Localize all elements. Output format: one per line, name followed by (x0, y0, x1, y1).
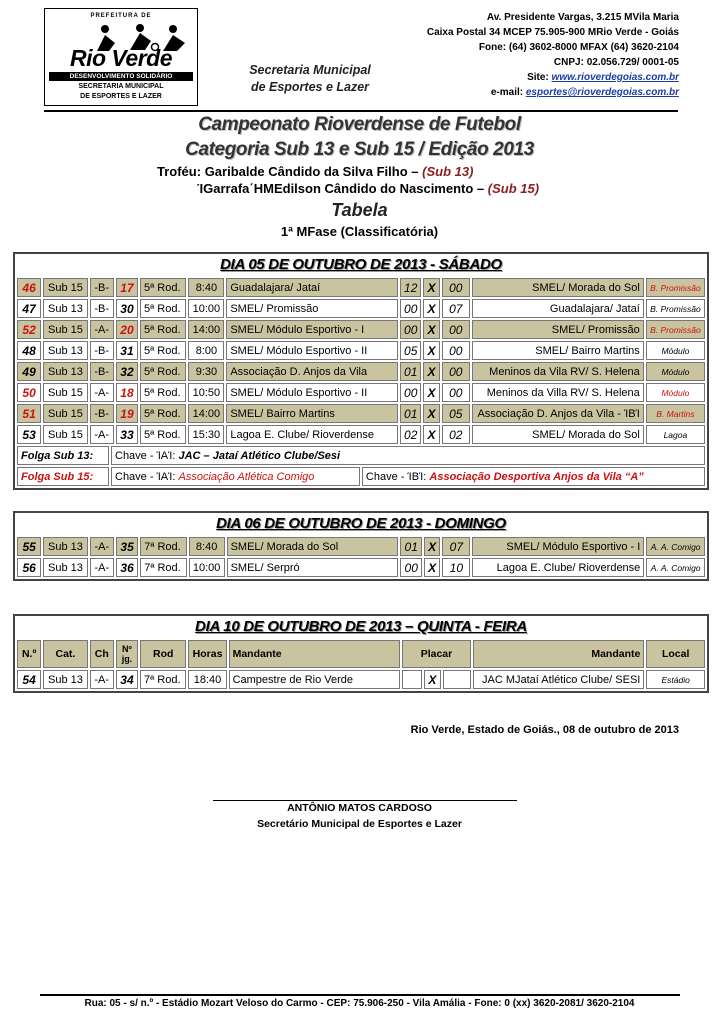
home-score: 01 (400, 404, 422, 423)
round: 5ª Rod. (140, 362, 186, 381)
day3-box (13, 614, 709, 693)
home-team: Guadalajara/ Jataí (226, 278, 398, 297)
table-row (17, 558, 705, 577)
score-x: X (423, 404, 439, 423)
category: Sub 13 (43, 558, 87, 577)
tabela-title: Tabela (331, 200, 388, 220)
logo (44, 8, 198, 106)
away-team: Associação D. Anjos da Vila - ΊBΊ (472, 404, 644, 423)
trofeu2-name: ΊGarrafa΄HMEdilson Cândido do Nascimento – (197, 181, 485, 196)
venue: B. Martins (646, 404, 705, 423)
logo-name: Rio Verde (69, 45, 172, 71)
match-number: 19 (116, 404, 138, 423)
category: Sub 15 (43, 425, 87, 444)
phone: Fone: (64) 3602-8000 MFAX (64) 3620-2104 (478, 42, 679, 53)
championship-title: Campeonato Rioverdense de Futebol (198, 114, 521, 135)
round: 5ª Rod. (140, 383, 186, 402)
match-number: 20 (116, 320, 138, 339)
logo-line2: DE ESPORTES E LAZER (80, 93, 162, 100)
home-team: Associação D. Anjos da Vila (226, 362, 398, 381)
round: 5ª Rod. (140, 320, 186, 339)
away-team: SMEL/ Bairro Martins (472, 341, 644, 360)
day1-folga (15, 444, 707, 467)
table-row (17, 537, 705, 556)
day2-box (13, 511, 709, 581)
game-number: 53 (17, 425, 41, 444)
secretaria-line1: Secretaria Municipal (249, 63, 371, 77)
logo-prefeitura: PREFEITURA DE (90, 13, 152, 19)
chave: -B- (90, 341, 114, 360)
home-score: 01 (400, 362, 422, 381)
folga15-label: Folga Sub 15: (17, 467, 109, 486)
away-score: 00 (442, 278, 470, 297)
day1-folga15 (15, 465, 707, 488)
col-local: Local (646, 640, 705, 668)
chave: -B- (90, 404, 114, 423)
caixa-postal: Caixa Postal 34 MCEP 75.905-900 MRio Verde - Goiás (426, 27, 679, 38)
table-row (17, 404, 705, 423)
table-row (17, 278, 705, 297)
score-x: X (423, 320, 439, 339)
venue: A. A. Comigo (646, 537, 705, 556)
home-score: 02 (400, 425, 422, 444)
away-score: 00 (442, 383, 470, 402)
home-team: Lagoa E. Clube/ Rioverdense (226, 425, 398, 444)
game-number: 49 (17, 362, 41, 381)
round: 7ª Rod. (140, 558, 186, 577)
footer-address: Rua: 05 - s/ n.º - Estádio Mozart Veloso do Carmo - CEP: 75.906-250 - Vila Amália - Fone: 0 (xx) 3620-2081/ 3620-2104 (84, 998, 635, 1009)
time: 10:00 (188, 299, 224, 318)
home-team: SMEL/ Promissão (226, 299, 398, 318)
chave: -A- (90, 425, 114, 444)
col-placar: Placar (402, 640, 471, 668)
trofeu-line1 (157, 164, 473, 179)
email-link[interactable]: esportes@rioverdegoias.com.br (525, 87, 679, 98)
folga13-label: Folga Sub 13: (17, 446, 109, 465)
match-number: 31 (116, 341, 138, 360)
folga13-detail (111, 446, 705, 465)
time: 14:00 (188, 404, 224, 423)
email-line (349, 85, 679, 100)
time: 15:30 (188, 425, 224, 444)
cnpj: CNPJ: 02.056.729/ 0001-05 (553, 57, 679, 68)
category: Sub 13 (43, 362, 87, 381)
home-team: SMEL/ Serpró (227, 558, 399, 577)
day1-table (15, 276, 707, 446)
away-team: Meninos da Villa RV/ S. Helena (472, 383, 644, 402)
home-team: SMEL/ Módulo Esportivo - II (226, 341, 398, 360)
contact-block (349, 10, 679, 100)
match-number: 36 (116, 558, 138, 577)
folga15-chave-b: Chave - ΊBΊ: (365, 470, 427, 483)
fase-title: 1ª MFase (Classificatória) (280, 224, 439, 239)
folga15-chave-a: Chave - ΊAΊ: (115, 470, 176, 483)
away-score: 00 (442, 341, 470, 360)
round: 7ª Rod. (140, 670, 186, 689)
score-x: X (424, 537, 440, 556)
score-x: X (423, 425, 439, 444)
away-score: 07 (442, 537, 470, 556)
category: Sub 15 (43, 383, 87, 402)
chave: -B- (90, 278, 114, 297)
site-link[interactable]: www.rioverdegoias.com.br (551, 72, 679, 83)
site-line (349, 70, 679, 85)
game-number: 51 (17, 404, 41, 423)
col-n: N.º (17, 640, 41, 668)
folga13-chave: Chave - ΊAΊ: (115, 449, 176, 462)
signer-name: ANTÔNIO MATOS CARDOSO (287, 802, 432, 814)
signature-line (213, 800, 517, 801)
home-score: 12 (400, 278, 422, 297)
round: 5ª Rod. (140, 404, 186, 423)
header-divider (44, 110, 678, 112)
game-number: 50 (17, 383, 41, 402)
away-team: JAC MJataí Atlético Clube/ SESI (473, 670, 645, 689)
category: Sub 13 (43, 341, 87, 360)
table-row (17, 670, 705, 689)
time: 8:40 (189, 537, 225, 556)
home-score: 00 (400, 320, 422, 339)
trofeu1-name: Garibalde Cândido da Silva Filho – (204, 164, 419, 179)
table-row (17, 320, 705, 339)
day3-title: DIA 10 DE OUTUBRO DE 2013 – QUINTA - FEIRA (195, 618, 527, 635)
home-score: 00 (400, 299, 422, 318)
day3-header-row (17, 640, 705, 668)
away-score (443, 670, 471, 689)
score-x: X (424, 670, 440, 689)
away-team: Meninos da Vila RV/ S. Helena (472, 362, 644, 381)
signer-role: Secretário Municipal de Esportes e Lazer (257, 818, 462, 830)
time: 18:40 (188, 670, 226, 689)
away-score: 00 (442, 362, 470, 381)
address: Av. Presidente Vargas, 3.215 MVila Maria (486, 12, 679, 23)
game-number: 54 (17, 670, 41, 689)
score-x: X (423, 362, 439, 381)
day2-title: DIA 06 DE OUTUBRO DE 2013 - DOMINGO (216, 515, 506, 532)
table-row (17, 362, 705, 381)
away-score: 02 (442, 425, 470, 444)
game-number: 55 (17, 537, 41, 556)
category: Sub 13 (43, 537, 87, 556)
away-score: 10 (442, 558, 470, 577)
closing-date: Rio Verde, Estado de Goiás., 08 de outubro de 2013 (410, 724, 679, 736)
match-number: 33 (116, 425, 138, 444)
day2-table (15, 535, 707, 579)
game-number: 48 (17, 341, 41, 360)
day3-table (15, 638, 707, 691)
home-score: 00 (400, 383, 422, 402)
col-hora: Horas (188, 640, 226, 668)
time: 10:50 (188, 383, 224, 402)
round: 5ª Rod. (140, 299, 186, 318)
match-number: 34 (116, 670, 138, 689)
category: Sub 15 (43, 320, 87, 339)
home-team: Campestre de Rio Verde (229, 670, 401, 689)
match-number: 30 (116, 299, 138, 318)
folga15-detail-a (111, 467, 360, 486)
match-number: 32 (116, 362, 138, 381)
chave: -A- (90, 670, 114, 689)
chave: -A- (90, 537, 114, 556)
folga15-team-a: Associação Atlética Comigo (178, 470, 315, 483)
home-score: 01 (400, 537, 422, 556)
score-x: X (424, 558, 440, 577)
trofeu2-sub: (Sub 15) (487, 181, 540, 196)
folga13-team: JAC – Jataí Atlético Clube/Sesi (178, 449, 341, 462)
email-label: e-mail: (490, 87, 524, 98)
away-team: SMEL/ Módulo Esportivo - I (472, 537, 644, 556)
home-score: 05 (400, 341, 422, 360)
table-row (17, 425, 705, 444)
game-number: 56 (17, 558, 41, 577)
home-team: SMEL/ Módulo Esportivo - I (226, 320, 398, 339)
home-score (402, 670, 422, 689)
site-label: Site: (527, 72, 549, 83)
round: 7ª Rod. (140, 537, 186, 556)
chave: -A- (90, 383, 114, 402)
match-number: 17 (116, 278, 138, 297)
game-number: 52 (17, 320, 41, 339)
away-team: SMEL/ Morada do Sol (472, 278, 644, 297)
time: 10:00 (189, 558, 225, 577)
home-team: SMEL/ Morada do Sol (227, 537, 399, 556)
col-jg: Nº jg. (116, 640, 138, 668)
category-title: Categoria Sub 13 e Sub 15 / Edição 2013 (185, 139, 534, 160)
table-row (17, 341, 705, 360)
venue: Módulo (646, 341, 705, 360)
home-team: SMEL/ Módulo Esportivo - II (226, 383, 398, 402)
chave: -B- (90, 299, 114, 318)
game-number: 47 (17, 299, 41, 318)
footer-divider (40, 994, 680, 996)
col-ch: Ch (90, 640, 114, 668)
home-score: 00 (400, 558, 422, 577)
col-cat: Cat. (43, 640, 87, 668)
venue: B. Promissão (646, 278, 705, 297)
category: Sub 13 (43, 670, 87, 689)
away-team: SMEL/ Promissão (472, 320, 644, 339)
logo-line1: SECRETARIA MUNICIPAL (78, 83, 164, 90)
time: 8:40 (188, 278, 224, 297)
category: Sub 15 (43, 278, 87, 297)
away-score: 00 (442, 320, 470, 339)
col-visitante: Mandante (473, 640, 645, 668)
venue: Módulo (646, 383, 705, 402)
logo-band: DESENVOLVIMENTO SOLIDÁRIO (49, 72, 193, 81)
folga15-detail-b (362, 467, 705, 486)
category: Sub 15 (43, 404, 87, 423)
score-x: X (423, 278, 439, 297)
time: 9:30 (188, 362, 224, 381)
time: 14:00 (188, 320, 224, 339)
score-x: X (423, 383, 439, 402)
col-mandante: Mandante (229, 640, 401, 668)
round: 5ª Rod. (140, 425, 186, 444)
col-rod: Rod (140, 640, 186, 668)
table-row (17, 383, 705, 402)
chave: -A- (90, 558, 114, 577)
away-team: Guadalajara/ Jataí (472, 299, 644, 318)
folga15-team-b: Associação Desportiva Anjos da Vila “A” (429, 470, 644, 483)
away-team: Lagoa E. Clube/ Rioverdense (472, 558, 644, 577)
day1-box (13, 252, 709, 490)
venue: B. Promissão (646, 320, 705, 339)
secretaria-line2: de Esportes e Lazer (250, 80, 370, 94)
venue: Estádio (646, 670, 705, 689)
chave: -B- (90, 362, 114, 381)
venue: B. Promissão (646, 299, 705, 318)
venue: Módulo (646, 362, 705, 381)
game-number: 46 (17, 278, 41, 297)
chave: -A- (90, 320, 114, 339)
round: 5ª Rod. (140, 278, 186, 297)
trofeu-label: Troféu: (157, 164, 202, 179)
day1-title: DIA 05 DE OUTUBRO DE 2013 - SÁBADO (220, 256, 502, 273)
away-score: 07 (442, 299, 470, 318)
venue: A. A. Comigo (646, 558, 705, 577)
match-number: 35 (116, 537, 138, 556)
away-team: SMEL/ Morada do Sol (472, 425, 644, 444)
match-number: 18 (116, 383, 138, 402)
round: 5ª Rod. (140, 341, 186, 360)
trofeu-line2 (197, 181, 539, 196)
away-score: 05 (442, 404, 470, 423)
venue: Lagoa (646, 425, 705, 444)
time: 8:00 (188, 341, 224, 360)
score-x: X (423, 341, 439, 360)
home-team: SMEL/ Bairro Martins (226, 404, 398, 423)
category: Sub 13 (43, 299, 87, 318)
score-x: X (423, 299, 439, 318)
table-row (17, 299, 705, 318)
trofeu1-sub: (Sub 13) (422, 164, 474, 179)
